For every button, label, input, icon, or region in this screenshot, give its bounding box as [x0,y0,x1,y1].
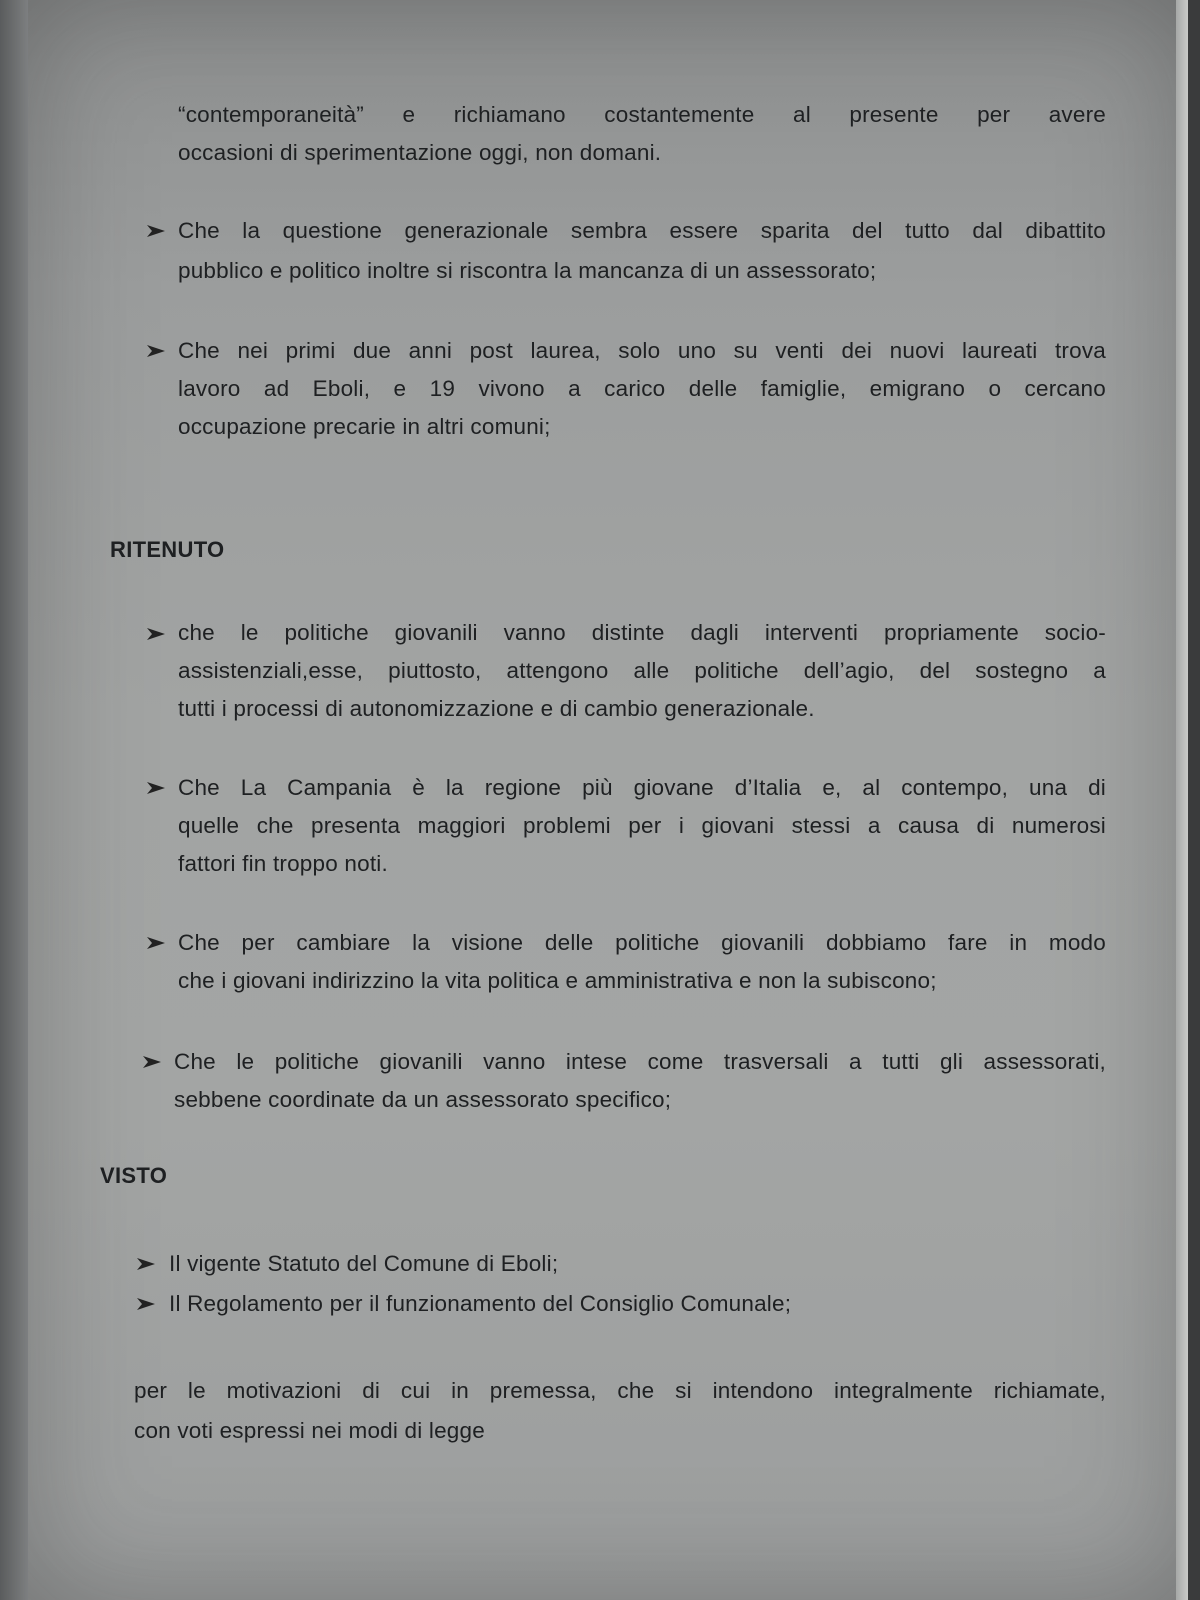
page-shadow-edge [0,0,28,1600]
ritenuto-1-line-1: che le politiche giovanili vanno distinte dagli interventi propriamente socio- [178,620,1106,645]
ritenuto-2-line-3: fattori fin troppo noti. [178,851,388,876]
ritenuto-3-line-1: Che per cambiare la visione delle politiche giovanili dobbiamo fare in modo [178,930,1106,955]
intro-line-2: occasioni di sperimentazione oggi, non domani. [178,140,662,165]
arrowhead-bullet-icon [146,626,166,642]
arrowhead-bullet-icon [146,780,166,796]
arrowhead-bullet-icon [146,223,166,239]
ritenuto-1-line-2: assistenziali,esse, piuttosto, attengono alle politiche dell’agio, del sostegno a [178,658,1106,683]
premise-2-line-2: lavoro ad Eboli, e 19 vivono a carico delle famiglie, emigrano o cercano [178,376,1106,401]
ritenuto-heading: RITENUTO [110,537,225,562]
ritenuto-4-line-1: Che le politiche giovanili vanno intese come trasversali a tutti gli assessorati, [174,1049,1106,1074]
arrowhead-bullet-icon [136,1296,156,1312]
ritenuto-4-line-2: sebbene coordinate da un assessorato specifico; [174,1087,672,1112]
closing-line-2: con voti espressi nei modi di legge [134,1418,485,1443]
arrowhead-bullet-icon [146,935,166,951]
intro-line-1: “contemporaneità” e richiamano costantemente al presente per avere [178,102,1106,127]
arrowhead-bullet-icon [142,1054,162,1070]
premise-2-line-3: occupazione precarie in altri comuni; [178,414,551,439]
ritenuto-2-line-1: Che La Campania è la regione più giovane d’Italia e, al contempo, una di [178,775,1106,800]
ritenuto-2-line-2: quelle che presenta maggiori problemi per i giovani stessi a causa di numerosi [178,813,1106,838]
premise-1-line-1: Che la questione generazionale sembra essere sparita del tutto dal dibattito [178,218,1106,243]
visto-item-1: Il vigente Statuto del Comune di Eboli; [169,1251,559,1276]
premise-2-line-1: Che nei primi due anni post laurea, solo uno su venti dei nuovi laureati trova [178,338,1106,363]
arrowhead-bullet-icon [146,343,166,359]
document-page [28,0,1188,1600]
premise-1-line-2: pubblico e politico inoltre si riscontra la mancanza di un assessorato; [178,258,877,283]
arrowhead-bullet-icon [136,1256,156,1272]
closing-line-1: per le motivazioni di cui in premessa, che si intendono integralmente richiamate, [134,1378,1106,1403]
ritenuto-1-line-3: tutti i processi di autonomizzazione e di cambio generazionale. [178,696,815,721]
page-right-edge [1176,0,1188,1600]
ritenuto-3-line-2: che i giovani indirizzino la vita politica e amministrativa e non la subiscono; [178,968,937,993]
visto-item-2: Il Regolamento per il funzionamento del Consiglio Comunale; [169,1291,792,1316]
visto-heading: VISTO [100,1163,168,1188]
